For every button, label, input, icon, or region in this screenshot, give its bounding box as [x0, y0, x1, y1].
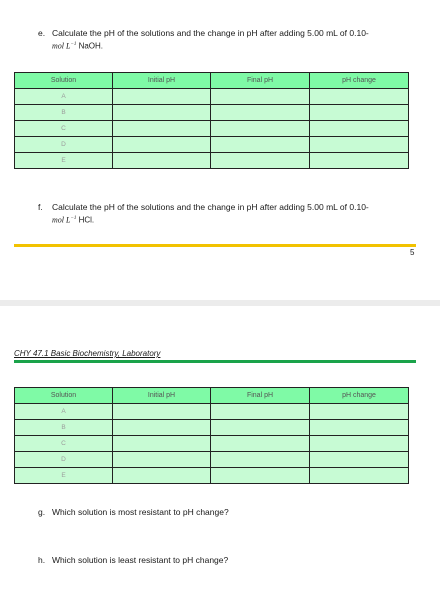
initial-ph-cell[interactable] [113, 105, 211, 121]
initial-ph-cell[interactable] [113, 137, 211, 153]
question-e-unit-exp: −1 [70, 42, 77, 47]
question-e-text: Calculate the pH of the solutions and the change in pH after adding 5.00 mL of 0.10- [52, 28, 369, 38]
table-row [15, 89, 409, 105]
question-e-reagent: NaOH. [78, 41, 104, 51]
question-e [38, 27, 418, 53]
table-row [15, 436, 409, 452]
ph-change-cell[interactable] [310, 420, 409, 436]
header-initial-ph: Initial pH [113, 388, 211, 404]
ph-change-cell[interactable] [310, 404, 409, 420]
question-g [38, 506, 418, 518]
results-table-hcl [14, 387, 409, 484]
table-header-row [15, 388, 409, 404]
question-h-letter: h. [38, 555, 46, 565]
ph-change-cell[interactable] [310, 153, 409, 169]
final-ph-cell[interactable] [211, 404, 310, 420]
table-row [15, 153, 409, 169]
footer-rule [14, 244, 416, 247]
final-ph-cell[interactable] [211, 436, 310, 452]
ph-change-cell[interactable] [310, 137, 409, 153]
table-row [15, 468, 409, 484]
results-table-naoh [14, 72, 409, 169]
table-row [15, 420, 409, 436]
course-header: CHY 47.1 Basic Biochemistry, Laboratory [14, 349, 161, 358]
final-ph-cell[interactable] [211, 468, 310, 484]
header-ph-change: pH change [310, 388, 409, 404]
header-ph-change: pH change [310, 73, 409, 89]
header-rule [14, 360, 416, 363]
table-header-row [15, 73, 409, 89]
question-g-text: Which solution is most resistant to pH change? [52, 507, 229, 517]
initial-ph-cell[interactable] [113, 404, 211, 420]
table-row [15, 121, 409, 137]
final-ph-cell[interactable] [211, 452, 310, 468]
row-label: B [15, 420, 113, 436]
initial-ph-cell[interactable] [113, 468, 211, 484]
ph-change-cell[interactable] [310, 452, 409, 468]
initial-ph-cell[interactable] [113, 153, 211, 169]
ph-change-cell[interactable] [310, 89, 409, 105]
header-final-ph: Final pH [211, 73, 310, 89]
question-f-letter: f. [38, 202, 43, 212]
initial-ph-cell[interactable] [113, 89, 211, 105]
row-label: A [15, 404, 113, 420]
page-6 [0, 306, 440, 604]
row-label: C [15, 436, 113, 452]
initial-ph-cell[interactable] [113, 420, 211, 436]
row-label: D [15, 452, 113, 468]
row-label: D [15, 137, 113, 153]
question-h-text: Which solution is least resistant to pH change? [52, 555, 229, 565]
question-e-unit: mol L [52, 41, 71, 51]
table-row [15, 404, 409, 420]
ph-change-cell[interactable] [310, 436, 409, 452]
ph-change-cell[interactable] [310, 121, 409, 137]
header-solution: Solution [15, 73, 113, 89]
row-label: E [15, 153, 113, 169]
question-f-unit: mol L [52, 215, 71, 225]
page-5 [0, 0, 440, 300]
initial-ph-cell[interactable] [113, 121, 211, 137]
header-initial-ph: Initial pH [113, 73, 211, 89]
row-label: E [15, 468, 113, 484]
final-ph-cell[interactable] [211, 105, 310, 121]
row-label: B [15, 105, 113, 121]
question-h [38, 554, 418, 566]
row-label: C [15, 121, 113, 137]
header-solution: Solution [15, 388, 113, 404]
initial-ph-cell[interactable] [113, 452, 211, 468]
final-ph-cell[interactable] [211, 121, 310, 137]
page-number: 5 [410, 248, 415, 257]
initial-ph-cell[interactable] [113, 436, 211, 452]
question-f-text: Calculate the pH of the solutions and the change in pH after adding 5.00 mL of 0.10- [52, 202, 369, 212]
table-row [15, 105, 409, 121]
question-f-unit-exp: −1 [70, 216, 77, 221]
row-label: A [15, 89, 113, 105]
question-e-letter: e. [38, 28, 46, 38]
ph-change-cell[interactable] [310, 468, 409, 484]
question-f [38, 201, 418, 227]
final-ph-cell[interactable] [211, 89, 310, 105]
final-ph-cell[interactable] [211, 153, 310, 169]
final-ph-cell[interactable] [211, 137, 310, 153]
final-ph-cell[interactable] [211, 420, 310, 436]
table-row [15, 137, 409, 153]
header-final-ph: Final pH [211, 388, 310, 404]
table-row [15, 452, 409, 468]
question-g-letter: g. [38, 507, 46, 517]
question-f-reagent: HCl. [78, 215, 95, 225]
ph-change-cell[interactable] [310, 105, 409, 121]
